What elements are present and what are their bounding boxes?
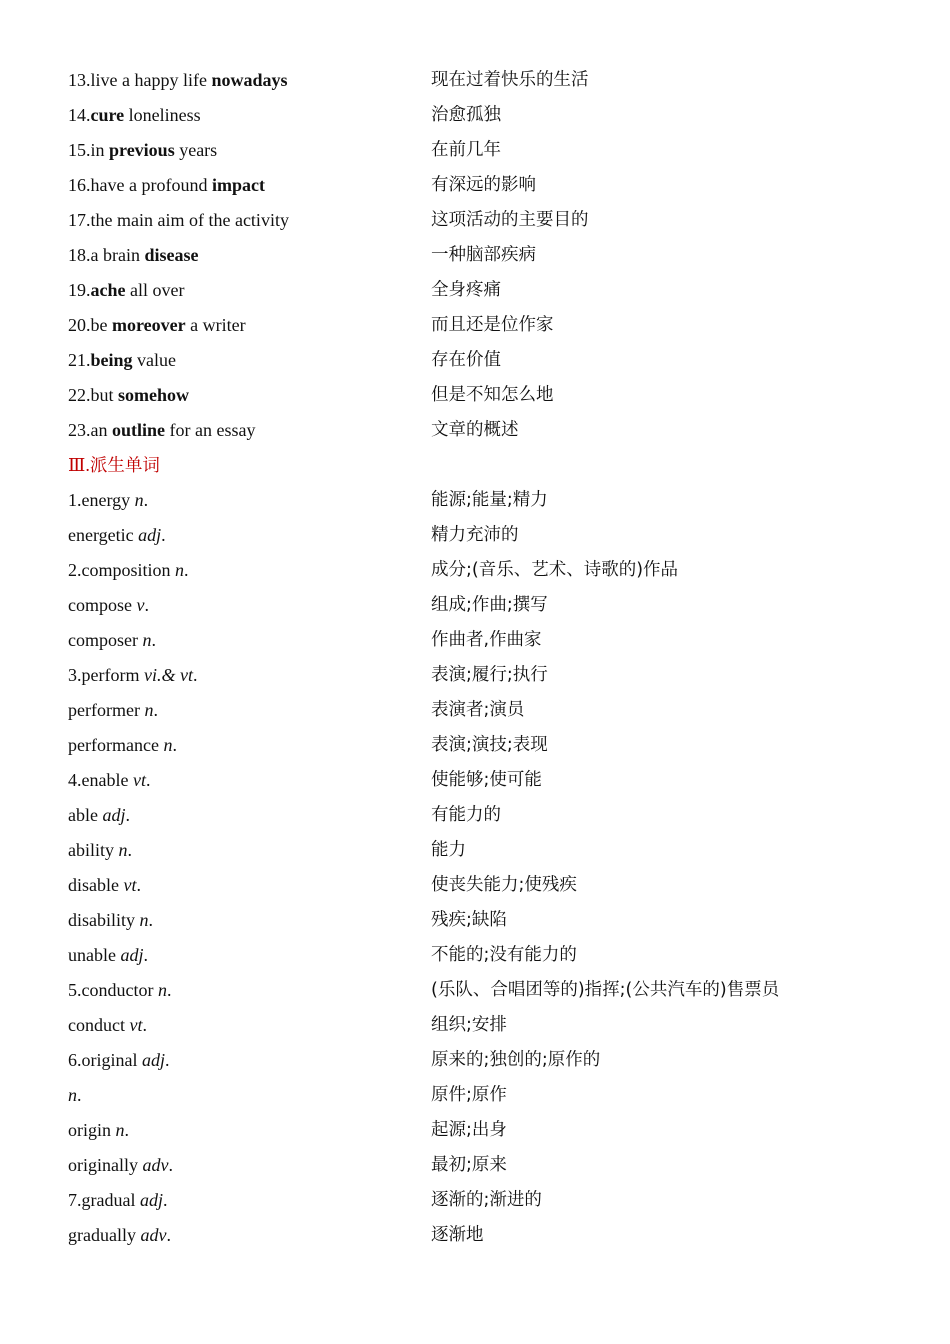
word-zh: 表演;履行;执行: [431, 665, 548, 685]
part-of-speech: n: [175, 560, 184, 580]
word-en: performer n.: [68, 700, 158, 720]
part-of-speech: n: [163, 735, 173, 755]
word-en: disability n.: [68, 910, 153, 930]
phrase-en: 18.a brain disease: [68, 245, 199, 265]
word-row: [68, 1148, 888, 1183]
part-of-speech: n: [139, 910, 149, 930]
part-of-speech: vt: [123, 875, 137, 895]
word-en: disable vt.: [68, 875, 141, 895]
phrase-zh: 而且还是位作家: [431, 315, 554, 335]
word-en: origin n.: [68, 1120, 129, 1140]
word-en: 2.composition n.: [68, 560, 189, 580]
phrase-zh: 一种脑部疾病: [431, 245, 536, 265]
phrase-zh: 有深远的影响: [431, 175, 536, 195]
word-en: performance n.: [68, 735, 177, 755]
phrase-row: [68, 63, 888, 98]
word-en: 1.energy n.: [68, 490, 149, 510]
word-en: gradually adv.: [68, 1225, 171, 1245]
word-en: originally adv.: [68, 1155, 173, 1175]
phrase-en: 13.live a happy life nowadays: [68, 70, 288, 90]
word-row: [68, 973, 888, 1008]
section-heading-derived-words: [68, 448, 888, 483]
word-zh: 表演;演技;表现: [431, 735, 548, 755]
word-row: [68, 1008, 888, 1043]
word-zh: 不能的;没有能力的: [431, 945, 577, 965]
phrase-row: [68, 238, 888, 273]
phrase-row: [68, 378, 888, 413]
part-of-speech: n: [144, 700, 154, 720]
word-zh: 能源;能量;精力: [431, 490, 548, 510]
word-zh: 最初;原来: [431, 1155, 507, 1175]
word-zh: 组成;作曲;撰写: [431, 595, 548, 615]
phrase-row: [68, 203, 888, 238]
phrase-en: 16.have a profound impact: [68, 175, 265, 195]
phrase-zh: 但是不知怎么地: [431, 385, 554, 405]
word-row: [68, 518, 888, 553]
phrase-zh: 这项活动的主要目的: [431, 210, 589, 230]
word-zh: 有能力的: [431, 805, 501, 825]
part-of-speech: adj: [142, 1050, 166, 1070]
word-en: able adj.: [68, 805, 130, 825]
phrase-en: 23.an outline for an essay: [68, 420, 256, 440]
word-list: [68, 483, 888, 1253]
word-row: [68, 1043, 888, 1078]
part-of-speech: adj: [120, 945, 144, 965]
phrase-row: [68, 133, 888, 168]
section-title: 派生单词: [89, 456, 160, 476]
phrase-row: [68, 413, 888, 448]
word-row: [68, 763, 888, 798]
word-row: [68, 693, 888, 728]
word-en: 3.perform vi.& vt.: [68, 665, 198, 685]
word-zh: (乐队、合唱团等的)指挥;(公共汽车的)售票员: [431, 980, 780, 1000]
phrase-en: 17.the main aim of the activity: [68, 210, 289, 230]
part-of-speech: adj: [102, 805, 126, 825]
word-row: [68, 728, 888, 763]
word-en: conduct vt.: [68, 1015, 147, 1035]
phrase-zh: 现在过着快乐的生活: [431, 70, 589, 90]
part-of-speech: adv: [140, 1225, 167, 1245]
phrase-en: 20.be moreover a writer: [68, 315, 246, 335]
part-of-speech: n: [118, 840, 128, 860]
phrase-list: [68, 63, 888, 448]
phrase-row: [68, 308, 888, 343]
word-zh: 逐渐的;渐进的: [431, 1190, 542, 1210]
part-of-speech: n: [115, 1120, 125, 1140]
word-zh: 组织;安排: [431, 1015, 507, 1035]
phrase-row: [68, 273, 888, 308]
word-row: [68, 938, 888, 973]
part-of-speech: adv: [142, 1155, 169, 1175]
word-row: [68, 833, 888, 868]
part-of-speech: n: [157, 980, 167, 1000]
word-row: [68, 798, 888, 833]
part-of-speech: n: [134, 490, 144, 510]
word-en: unable adj.: [68, 945, 148, 965]
word-en: compose v.: [68, 595, 149, 615]
word-row: [68, 658, 888, 693]
phrase-en: 21.being value: [68, 350, 176, 370]
part-of-speech: vt: [132, 770, 146, 790]
word-en: n.: [68, 1085, 82, 1105]
phrase-row: [68, 343, 888, 378]
part-of-speech: adj: [139, 1190, 163, 1210]
word-en: 7.gradual adj.: [68, 1190, 168, 1210]
word-zh: 起源;出身: [431, 1120, 507, 1140]
part-of-speech: n: [142, 630, 152, 650]
word-zh: 原来的;独创的;原作的: [431, 1050, 601, 1070]
phrase-en: 19.ache all over: [68, 280, 185, 300]
word-en: 6.original adj.: [68, 1050, 170, 1070]
phrase-row: [68, 98, 888, 133]
part-of-speech: adj: [138, 525, 162, 545]
phrase-zh: 在前几年: [431, 140, 501, 160]
phrase-zh: 治愈孤独: [431, 105, 501, 125]
word-row: [68, 553, 888, 588]
phrase-zh: 文章的概述: [431, 420, 519, 440]
word-row: [68, 1183, 888, 1218]
word-row: [68, 903, 888, 938]
phrase-en: 15.in previous years: [68, 140, 218, 160]
word-zh: 使能够;使可能: [431, 770, 542, 790]
phrase-zh: 全身疼痛: [431, 280, 501, 300]
word-row: [68, 1078, 888, 1113]
section-numeral: Ⅲ.: [68, 455, 90, 475]
word-zh: 残疾;缺陷: [431, 910, 507, 930]
word-en: 4.enable vt.: [68, 770, 151, 790]
word-zh: 使丧失能力;使残疾: [431, 875, 577, 895]
part-of-speech: n: [68, 1085, 77, 1105]
word-zh: 逐渐地: [431, 1225, 484, 1245]
word-row: [68, 1113, 888, 1148]
phrase-en: 22.but somehow: [68, 385, 190, 405]
word-row: [68, 1218, 888, 1253]
phrase-row: [68, 168, 888, 203]
part-of-speech: v: [136, 595, 145, 615]
word-zh: 原件;原作: [431, 1085, 507, 1105]
word-zh: 精力充沛的: [431, 525, 519, 545]
part-of-speech: vi.& vt: [143, 665, 193, 685]
word-en: 5.conductor n.: [68, 980, 172, 1000]
word-zh: 能力: [431, 840, 466, 860]
word-zh: 成分;(音乐、艺术、诗歌的)作品: [431, 560, 679, 580]
word-en: ability n.: [68, 840, 132, 860]
word-row: [68, 483, 888, 518]
word-row: [68, 868, 888, 903]
word-en: energetic adj.: [68, 525, 166, 545]
word-zh: 作曲者,作曲家: [431, 630, 542, 650]
word-en: composer n.: [68, 630, 156, 650]
word-row: [68, 588, 888, 623]
word-row: [68, 623, 888, 658]
word-zh: 表演者;演员: [431, 700, 525, 720]
phrase-en: 14.cure loneliness: [68, 105, 201, 125]
document-page: [68, 63, 888, 1253]
part-of-speech: vt: [129, 1015, 143, 1035]
phrase-zh: 存在价值: [431, 350, 501, 370]
